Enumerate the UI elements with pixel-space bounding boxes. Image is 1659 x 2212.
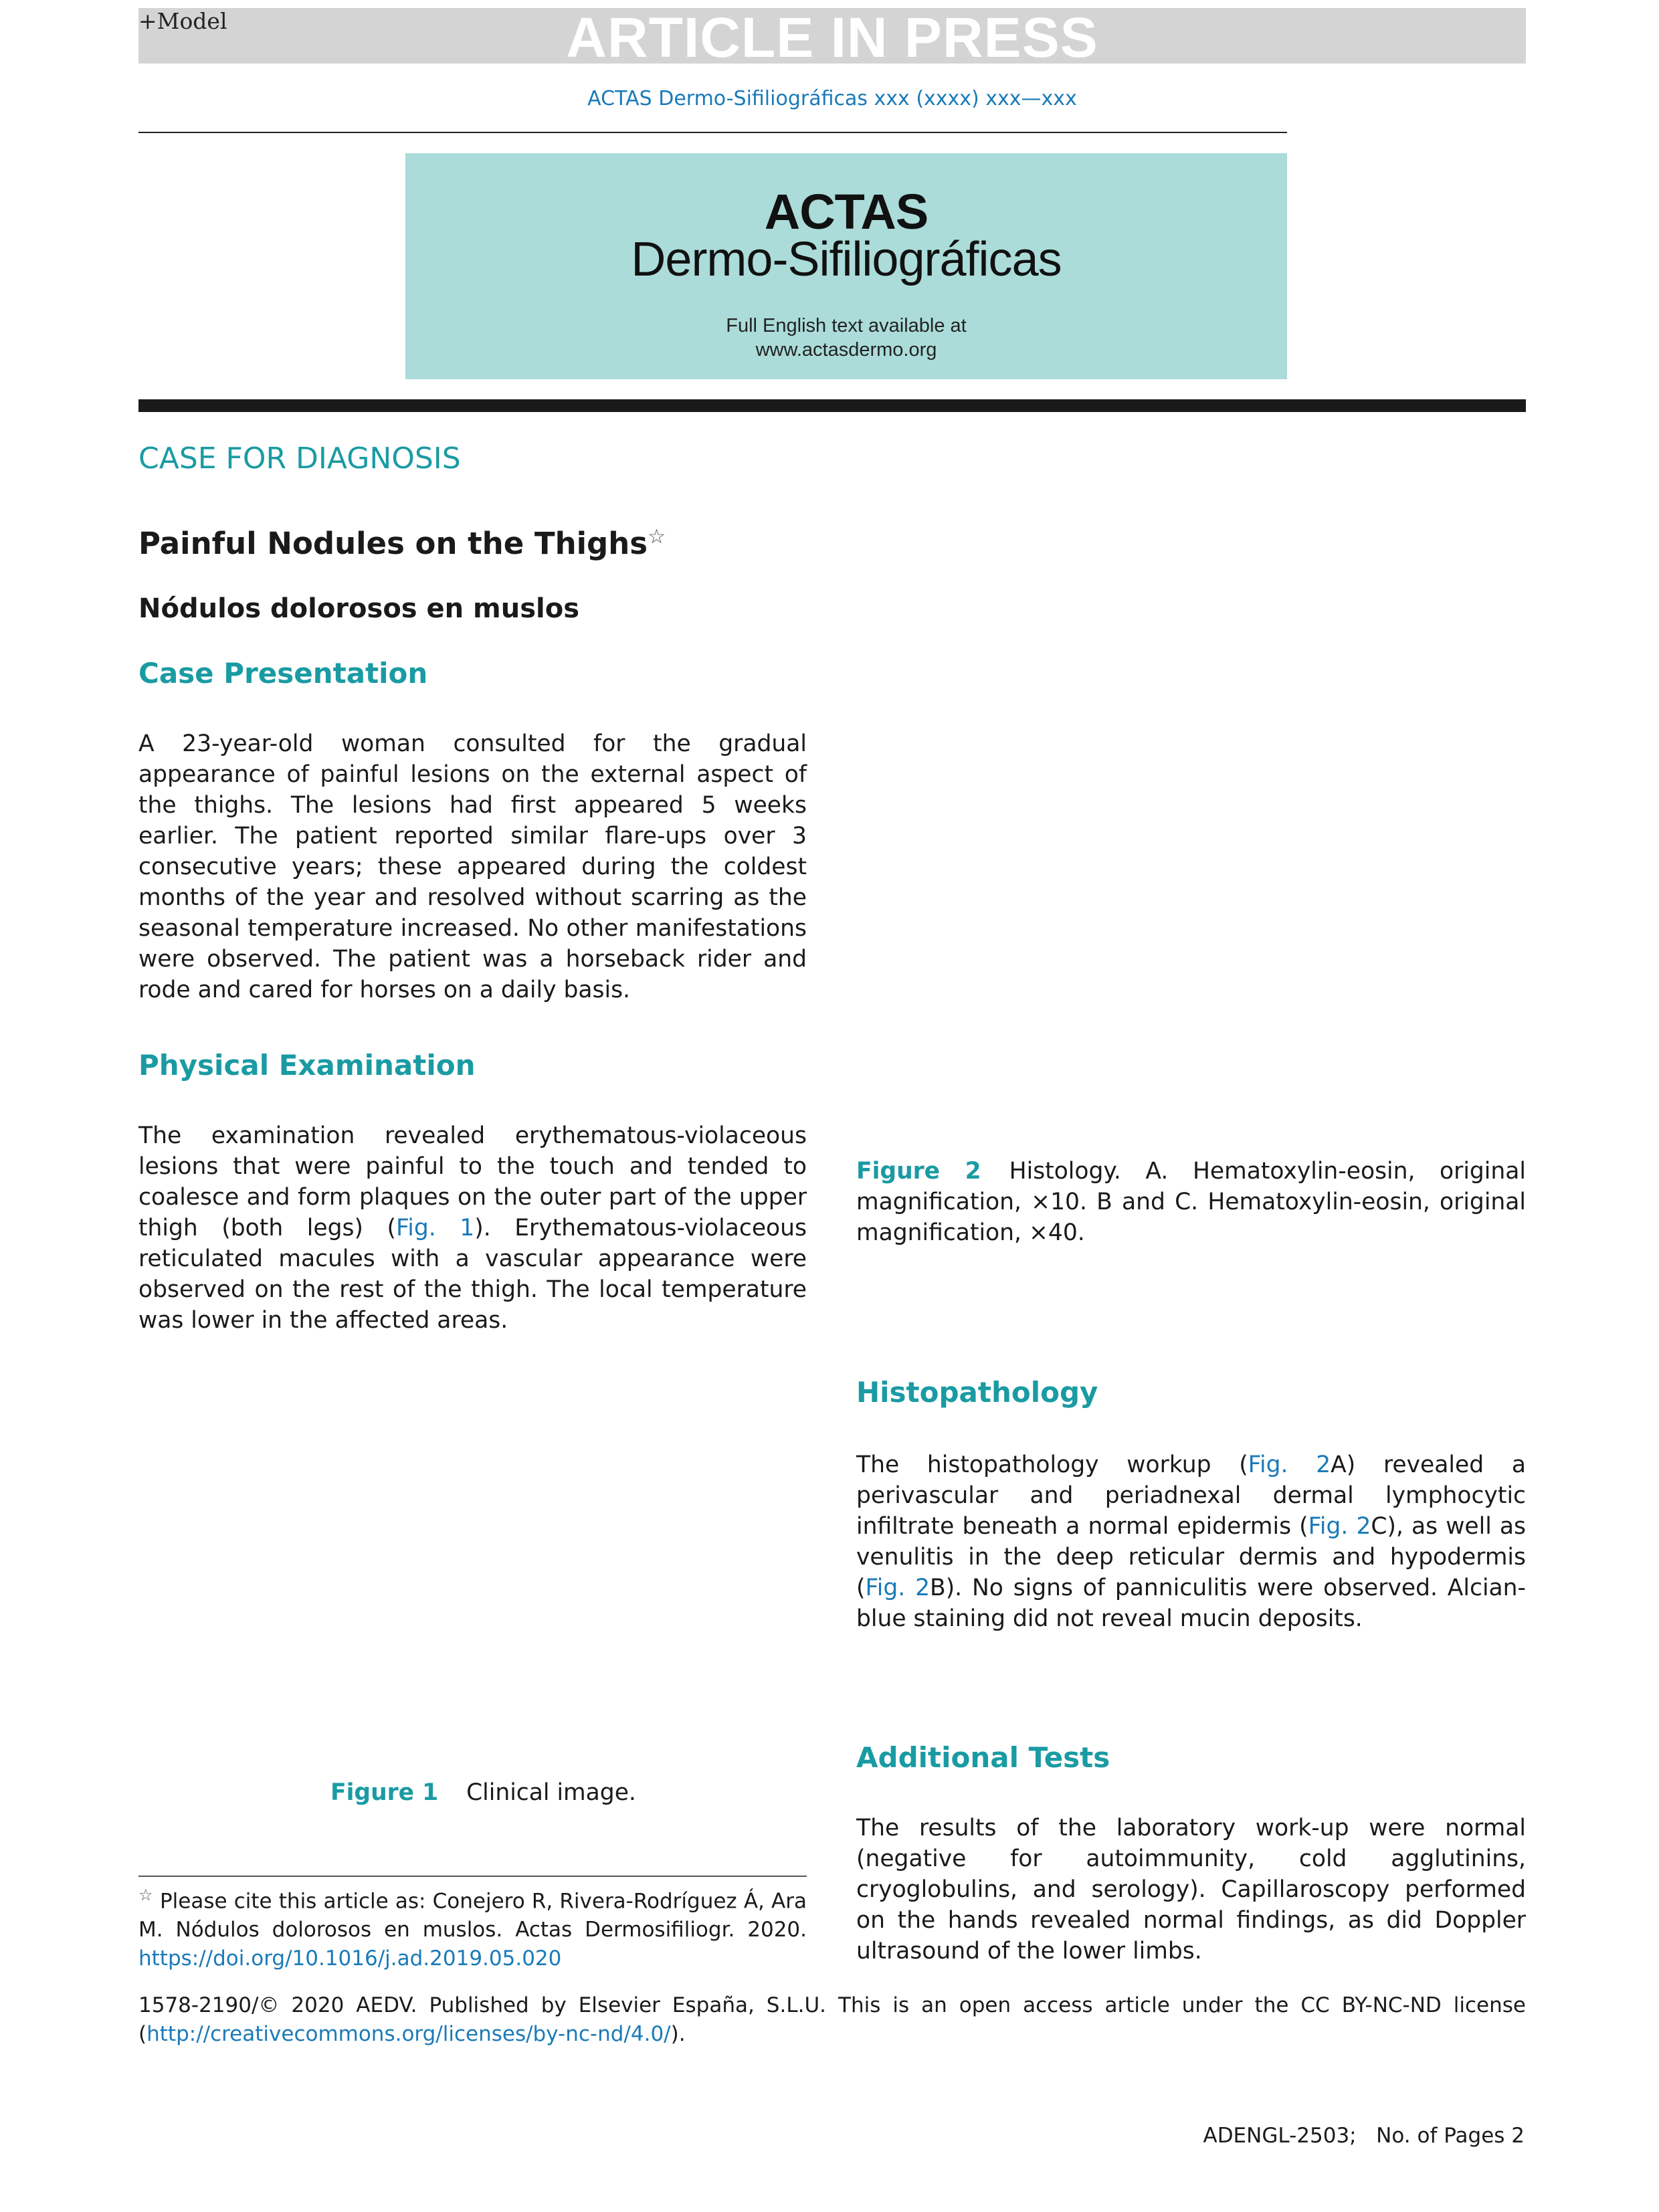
article-title-spanish: Nódulos dolorosos en muslos — [138, 593, 580, 624]
masthead-divider — [138, 399, 1526, 412]
figure2-ref-link[interactable]: Fig. 2 — [1308, 1513, 1371, 1540]
license-close: ). — [670, 2022, 686, 2046]
figure2-ref-link[interactable]: Fig. 2 — [1248, 1451, 1331, 1478]
histopathology-text — [856, 1449, 1526, 1634]
case-presentation-text: A 23-year-old woman consulted for the gradual appearance of painful lesions on the external aspect of the thighs. The lesions had first appeared 5 weeks earlier. The patient reported similar flare-ups over 3 consecutive years; these appeared during the coldest months of the year and resolved without scarring as the seasonal temperature increased. No other manifestations were observed. The patient was a horseback rider and rode and cared for horses on a daily basis. — [138, 730, 807, 1003]
masthead-subtitle: Dermo-Sifiliográficas — [631, 233, 1062, 286]
figure1-caption — [330, 1777, 636, 1808]
citation-footnote — [138, 1881, 807, 1973]
figure2-caption-text: Histology. A. Hematoxylin-eosin, original magnification, ×10. B and C. Hematoxylin-eosin, original magnification, ×40. — [856, 1158, 1526, 1246]
physical-exam-text — [138, 1120, 807, 1336]
physical-exam-text-part: ). Erythematous-violaceous reticulated macules with a vascular appearance were observed on the rest of the thigh. The local temperature was lower in the affected areas. — [138, 1215, 807, 1334]
figure2-label: Figure 2 — [856, 1158, 981, 1185]
case-presentation-heading: Case Presentation — [138, 657, 428, 690]
figure1-caption-text: Clinical image. — [466, 1779, 636, 1806]
article-title-text: Painful Nodules on the Thighs — [138, 526, 648, 561]
license-statement — [138, 1991, 1526, 2049]
physical-exam-text-part: The examination revealed erythematous-violaceous lesions that were painful to the touch and tended to coalesce and form plaques on the outer part of the upper thigh (both legs) ( — [138, 1122, 807, 1241]
figure2-caption — [856, 1156, 1526, 1248]
histopathology-text-part: B). No signs of panniculitis were observed. Alcian-blue staining did not reveal mucin deposits. — [856, 1575, 1526, 1632]
figure1-ref-link[interactable]: Fig. 1 — [395, 1215, 475, 1241]
histopathology-text-part: C), as well as venulitis in the deep reticular dermis and hypodermis ( — [856, 1513, 1526, 1601]
article-section-type: CASE FOR DIAGNOSIS — [138, 441, 461, 476]
figure1-label: Figure 1 — [330, 1779, 439, 1806]
journal-reference-link[interactable]: ACTAS Dermo-Sifiliográficas xxx (xxxx) xxx—xxx — [587, 87, 1077, 110]
article-title — [138, 525, 666, 561]
histopathology-heading: Histopathology — [856, 1376, 1098, 1409]
histopathology-text-part: The histopathology workup ( — [856, 1451, 1248, 1478]
model-label: +Model — [138, 8, 227, 34]
histopathology-text-part: A) revealed a perivascular and periadnexal dermal lymphocytic infiltrate beneath a normal epidermis ( — [856, 1451, 1526, 1540]
title-footnote-star-icon[interactable]: ☆ — [648, 525, 666, 548]
license-text: 1578-2190/© 2020 AEDV. Published by Elsevier España, S.L.U. This is an open access article under the CC BY-NC-ND license ( — [138, 1993, 1526, 2046]
footnote-text: Please cite this article as: Conejero R, Rivera-Rodríguez Á, Ara M. Nódulos dolorosos en muslos. Actas Dermosifiliogr. 2020. — [138, 1889, 807, 1942]
header-divider — [138, 132, 1287, 133]
masthead-title: ACTAS — [764, 184, 929, 239]
figure2-ref-link[interactable]: Fig. 2 — [865, 1575, 931, 1601]
footnote-divider — [138, 1876, 807, 1877]
page-info: ADENGL-2503; No. of Pages 2 — [1203, 2124, 1525, 2148]
license-link[interactable]: http://creativecommons.org/licenses/by-nc-nd/4.0/ — [147, 2022, 671, 2046]
physical-exam-heading: Physical Examination — [138, 1049, 476, 1082]
additional-tests-text: The results of the laboratory work-up were normal (negative for autoimmunity, cold agglutinins, cryoglobulins, and serology). Capillaroscopy performed on the hands revealed normal findings, as did Doppler ultrasound of the lower limbs. — [856, 1815, 1526, 1965]
footnote-star-icon: ☆ — [138, 1886, 153, 1904]
masthead-note-line1: Full English text available at — [726, 315, 967, 336]
doi-link[interactable]: https://doi.org/10.1016/j.ad.2019.05.020 — [138, 1946, 562, 1971]
masthead-note — [405, 314, 1287, 362]
additional-tests-heading: Additional Tests — [856, 1741, 1110, 1774]
press-banner-title: ARTICLE IN PRESS — [566, 6, 1098, 69]
journal-masthead — [405, 153, 1287, 379]
masthead-website[interactable]: www.actasdermo.org — [755, 339, 937, 361]
